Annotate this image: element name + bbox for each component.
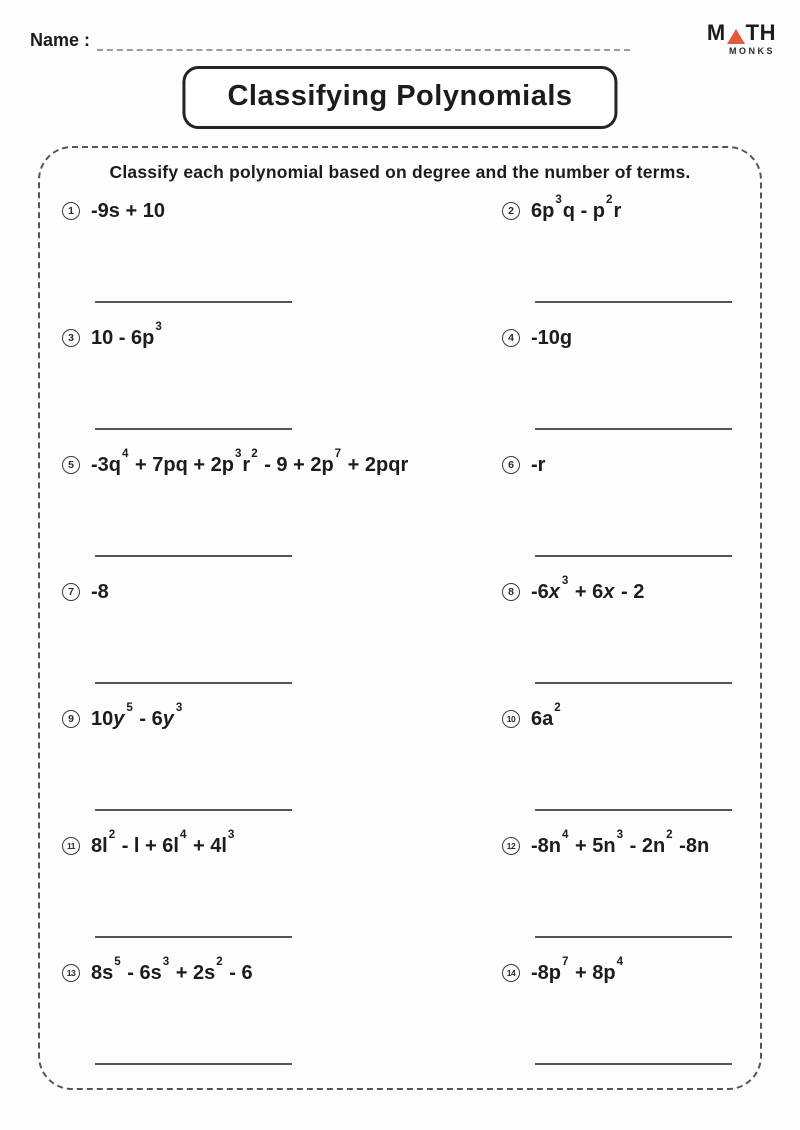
- problem-number: 2: [502, 202, 520, 220]
- problem-expression: $10y^5 - 6y^3$: [91, 700, 183, 730]
- problem-number: 12: [502, 837, 520, 855]
- answer-line[interactable]: [535, 1063, 732, 1065]
- problem-expression: $6p^3q - p^2r$: [531, 192, 622, 222]
- problem-cell: [502, 192, 760, 326]
- problem-row: [502, 326, 760, 350]
- logo-wordmark: [707, 22, 776, 44]
- logo-monks-text: MONKS: [729, 46, 775, 56]
- problem-row: [502, 453, 760, 477]
- problem-number: 4: [502, 329, 520, 347]
- problem-cell: [62, 954, 502, 1088]
- problem-cell: [502, 827, 760, 961]
- problem-number: 14: [502, 964, 520, 982]
- problem-row: [502, 827, 760, 858]
- problem-cell: [62, 319, 502, 453]
- name-row: [30, 30, 630, 51]
- problem-expression: $-6x^3 + 6x - 2$: [531, 573, 645, 603]
- problem-cell: [502, 954, 760, 1088]
- problem-expression: $10 - 6p^3$: [91, 319, 162, 349]
- problem-row: [62, 827, 502, 858]
- name-label: Name :: [30, 30, 91, 50]
- math-monks-logo: [707, 22, 776, 56]
- instruction-text: Classify each polynomial based on degree and the number of terms.: [109, 162, 691, 182]
- answer-line[interactable]: [95, 1063, 292, 1065]
- problem-expression: $-8p^7 + 8p^4$: [531, 954, 624, 984]
- problem-number: 6: [502, 456, 520, 474]
- problem-number: 1: [62, 202, 80, 220]
- answer-line[interactable]: [95, 301, 292, 303]
- problem-number: 10: [502, 710, 520, 728]
- problem-number: 8: [502, 583, 520, 601]
- problem-number: 13: [62, 964, 80, 982]
- problem-row: [62, 700, 502, 731]
- problem-expression: $-8n^4 + 5n^3 - 2n^2$ -8n: [531, 827, 710, 857]
- problem-number: 9: [62, 710, 80, 728]
- problem-row: [62, 580, 502, 604]
- answer-line[interactable]: [95, 428, 292, 430]
- problem-row: [62, 954, 502, 985]
- problem-row: [62, 319, 502, 350]
- problem-cell: [62, 827, 502, 961]
- problem-number: 3: [62, 329, 80, 347]
- problems-grid: [40, 192, 760, 1088]
- problem-expression: -8: [91, 581, 109, 603]
- problem-expression: -r: [531, 454, 546, 476]
- problem-expression: $6a^2$: [531, 700, 561, 730]
- answer-line[interactable]: [95, 809, 292, 811]
- problem-cell: [502, 326, 760, 453]
- problem-cell: [62, 446, 502, 580]
- answer-line[interactable]: [535, 555, 732, 557]
- logo-letters-th: TH: [745, 20, 776, 45]
- problem-cell: [62, 580, 502, 707]
- name-fill-in-line[interactable]: [97, 34, 630, 51]
- problem-row: [502, 573, 760, 604]
- logo-letter-m: M: [706, 20, 726, 45]
- answer-line[interactable]: [535, 301, 732, 303]
- page-title: Classifying Polynomials: [227, 80, 573, 112]
- answer-line[interactable]: [535, 682, 732, 684]
- problem-expression: $8s^5 - 6s^3 + 2s^2 - 6$: [91, 954, 253, 984]
- problem-cell: [502, 453, 760, 580]
- problem-expression: $-3q^4 + 7pq + 2p^3r^2 - 9 + 2p^7 + 2pqr$: [91, 446, 409, 476]
- answer-line[interactable]: [535, 428, 732, 430]
- answer-line[interactable]: [535, 809, 732, 811]
- problem-row: [502, 954, 760, 985]
- problem-number: 11: [62, 837, 80, 855]
- problem-cell: [502, 573, 760, 707]
- problem-cell: [502, 700, 760, 834]
- problem-cell: [62, 700, 502, 834]
- problem-row: [62, 446, 502, 477]
- problem-number: 5: [62, 456, 80, 474]
- problem-cell: [62, 199, 502, 326]
- answer-line[interactable]: [535, 936, 732, 938]
- worksheet-panel: [38, 146, 762, 1090]
- problem-expression: -9s + 10: [91, 200, 165, 222]
- problem-row: [502, 700, 760, 731]
- answer-line[interactable]: [95, 682, 292, 684]
- problem-expression: -10g: [531, 327, 573, 349]
- problem-row: [62, 199, 502, 223]
- answer-line[interactable]: [95, 936, 292, 938]
- problem-expression: $8l^2 - l + 6l^4 + 4l^3$: [91, 827, 235, 857]
- problem-number: 7: [62, 583, 80, 601]
- title-box: [182, 66, 617, 129]
- triangle-icon: [727, 29, 745, 44]
- answer-line[interactable]: [95, 555, 292, 557]
- problem-row: [502, 192, 760, 223]
